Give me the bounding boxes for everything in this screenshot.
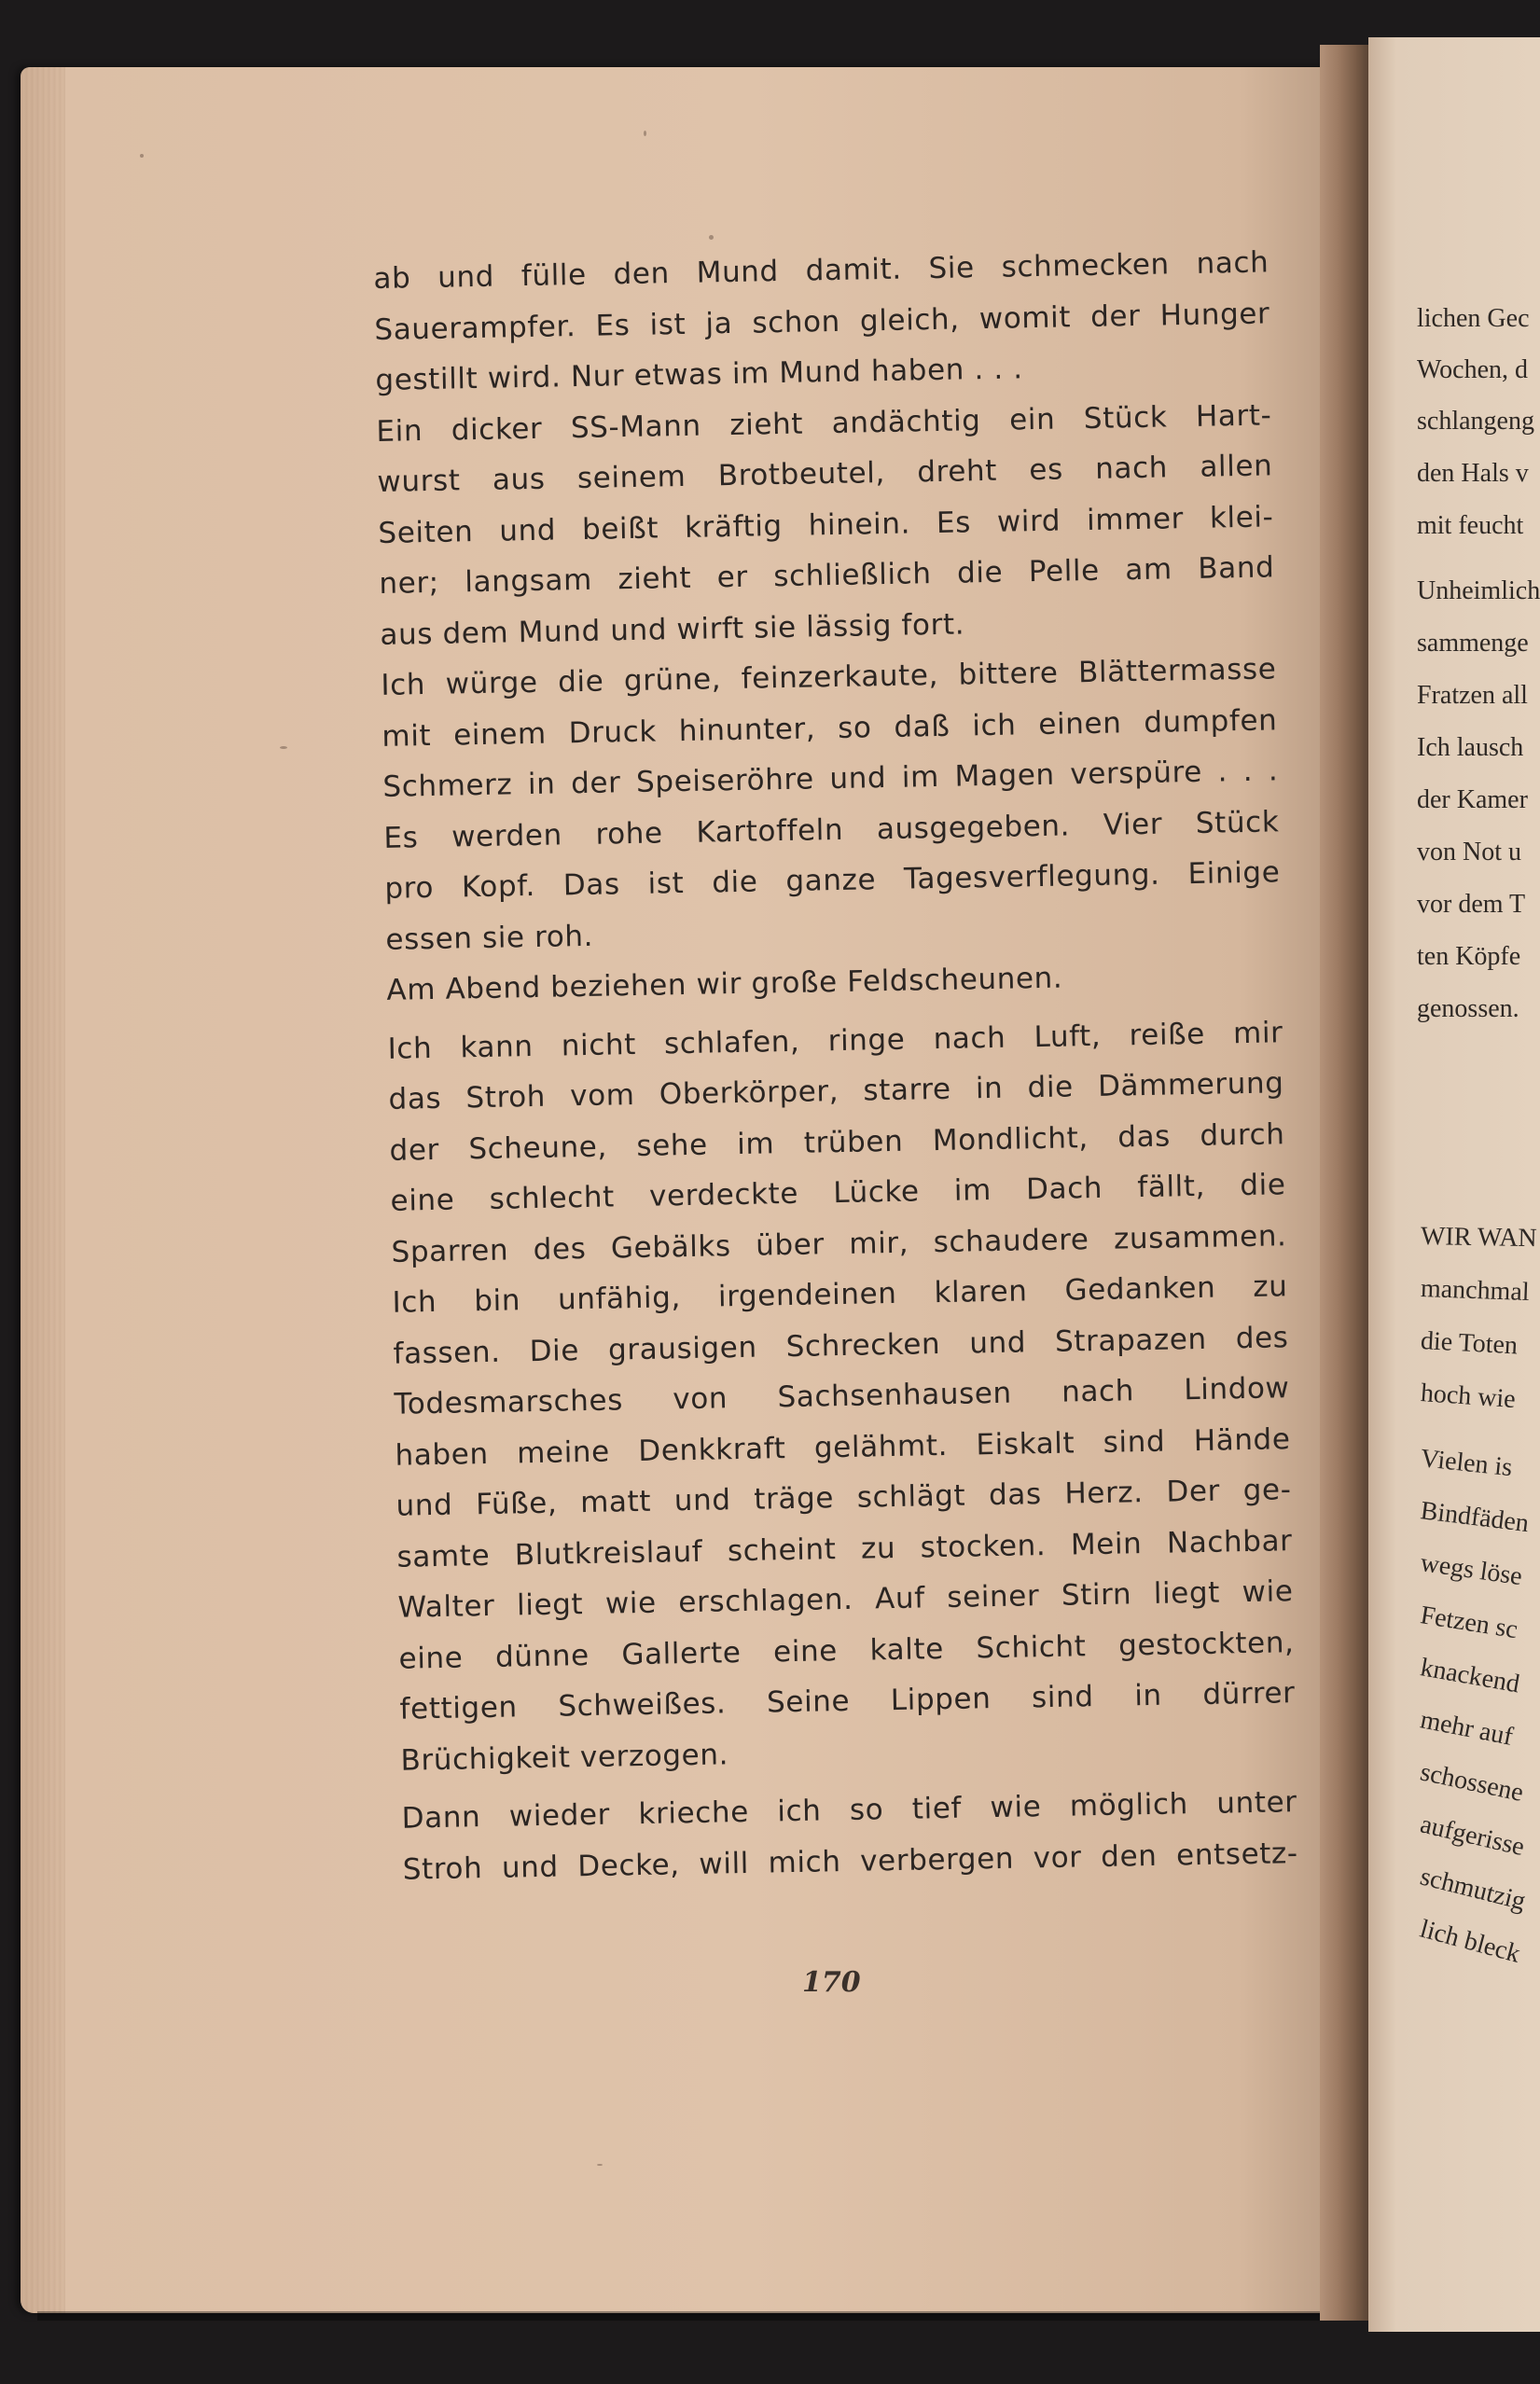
text-line: Ich bin unfähig, irgendeinen klaren Gedanken zu (392, 1269, 1288, 1320)
right-page-line: den Hals v (1417, 459, 1529, 488)
text-line: Todesmarsches von Sachsenhausen nach Lindow (394, 1371, 1290, 1421)
page-number: 170 (802, 1966, 861, 1999)
paper-speck (140, 154, 144, 158)
text-line: Schmerz in der Speiseröhre und im Magen verspüre . . . (382, 754, 1279, 804)
text-line: gestillt wird. Nur etwas im Mund haben . . . (375, 352, 1023, 397)
text-line: Stroh und Decke, will mich verbergen vor den entsetz- (402, 1836, 1298, 1887)
right-page-line: lichen Gec (1417, 304, 1530, 333)
text-line: Ein dicker SS-Mann zieht andächtig ein Stück Hart- (376, 397, 1272, 449)
paper-speck (709, 235, 714, 240)
text-line: fettigen Schweißes. Seine Lippen sind in dürrer (399, 1676, 1296, 1726)
right-page-line: aufgerisse (1417, 1809, 1528, 1863)
text-line: der Scheune, sehe im trüben Mondlicht, das durch (389, 1116, 1285, 1168)
text-line: und Füße, matt und träge schlägt das Herz. Der ge- (395, 1473, 1292, 1523)
text-line: eine schlecht verdeckte Lücke im Dach fällt, die (390, 1168, 1286, 1218)
right-page (1368, 37, 1540, 2332)
right-page-line: schmutzig (1417, 1862, 1529, 1917)
right-page-line: WIR WAN (1420, 1222, 1537, 1254)
text-line: Brüchigkeit verzogen. (400, 1737, 729, 1778)
right-page-line: Vielen is (1419, 1444, 1514, 1483)
text-line: Seiten und beißt kräftig hinein. Es wird immer klei- (378, 499, 1274, 550)
right-page-line: von Not u (1417, 838, 1521, 866)
right-page-line: genossen. (1417, 994, 1519, 1023)
text-line: das Stroh vom Oberkörper, starre in die Dämmerung (388, 1066, 1284, 1116)
text-line: Walter liegt wie erschlagen. Auf seiner Stirn liegt wie (397, 1574, 1294, 1625)
right-page-line: die Toten (1420, 1326, 1519, 1361)
right-page-line: wegs löse (1418, 1548, 1524, 1592)
right-page-line: sammenge (1417, 629, 1529, 658)
right-page-line: hoch wie (1419, 1379, 1517, 1415)
paper-speck (280, 746, 287, 749)
right-page-line: ten Köpfe (1417, 942, 1521, 971)
right-page-line: Bindfäden (1419, 1496, 1531, 1539)
text-line: pro Kopf. Das ist die ganze Tagesverflegung. Einige (384, 855, 1281, 906)
right-page-line: der Kamer (1417, 785, 1528, 814)
paper-speck (644, 131, 646, 136)
right-page-line: Fratzen all (1417, 681, 1528, 710)
text-line: Sauerampfer. Es ist ja schon gleich, womit der Hunger (374, 296, 1270, 347)
right-page-line: schossene (1417, 1757, 1526, 1808)
text-line: essen sie roh. (385, 919, 594, 957)
text-line: ner; langsam zieht er schließlich die Pelle am Band (379, 550, 1275, 601)
text-line: Ich kann nicht schlafen, ringe nach Luft, reiße mir (387, 1015, 1283, 1066)
right-page-line: Fetzen sc (1418, 1601, 1520, 1645)
text-line: Ich würge die grüne, feinzerkaute, bittere Blättermasse (381, 652, 1277, 702)
text-line: fassen. Die grausigen Schrecken und Strapazen des (393, 1320, 1289, 1371)
right-page-line: knackend (1418, 1653, 1522, 1699)
text-line: Es werden rohe Kartoffeln ausgegeben. Vier Stück (383, 804, 1280, 855)
text-line: Dann wieder krieche ich so tief wie möglich unter (401, 1785, 1297, 1836)
text-line: eine dünne Gallerte eine kalte Schicht gestockten, (398, 1625, 1295, 1676)
right-page-line: schlangeng (1417, 407, 1534, 436)
right-page-line: Wochen, d (1417, 355, 1529, 384)
text-line: mit einem Druck hinunter, so daß ich einen dumpfen (382, 702, 1278, 754)
text-line: wurst aus seinem Brotbeutel, dreht es nach allen (377, 449, 1273, 499)
right-page-line: vor dem T (1417, 890, 1526, 919)
text-line: haben meine Denkkraft gelähmt. Eiskalt sind Hände (395, 1421, 1291, 1473)
right-page-line: manchmal (1420, 1274, 1531, 1308)
right-page-line: Unheimlich (1417, 576, 1540, 605)
right-page-line: lich bleck (1417, 1914, 1524, 1969)
text-line: Sparren des Gebälks über mir, schaudere zusammen. (391, 1218, 1287, 1269)
right-page-line: mit feucht (1417, 511, 1524, 540)
page-edge-stack (21, 67, 65, 2313)
text-line: Am Abend beziehen wir große Feldscheunen. (386, 961, 1063, 1007)
right-page-line: mehr auf (1418, 1705, 1516, 1752)
text-line: aus dem Mund und wirft sie lässig fort. (380, 606, 965, 652)
text-line: samte Blutkreislauf scheint zu stocken. Mein Nachbar (396, 1523, 1293, 1574)
right-page-line: Ich lausch (1417, 733, 1524, 762)
paper-speck (597, 2164, 603, 2166)
book-gutter (1320, 45, 1368, 2321)
text-line: ab und fülle den Mund damit. Sie schmecken nach (373, 245, 1269, 296)
left-page-text (373, 237, 1298, 1894)
page-bottom-shadow (37, 2311, 1343, 2321)
